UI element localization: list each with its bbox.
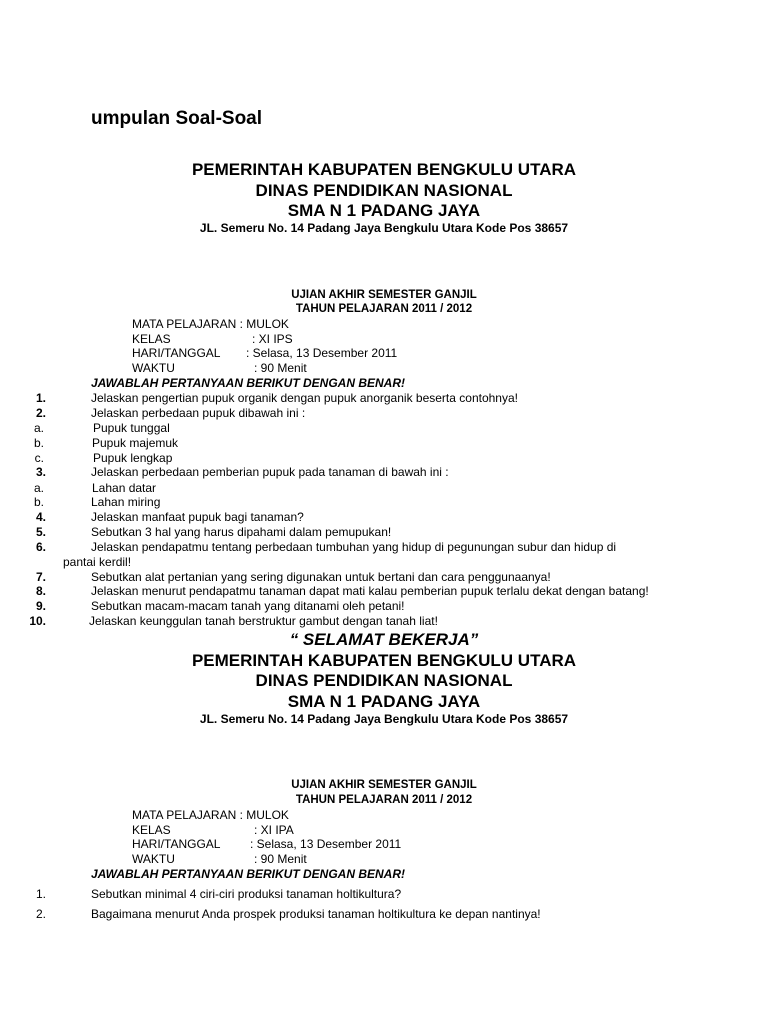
exam2-year: TAHUN PELAJARAN 2011 / 2012 — [295, 794, 473, 806]
exam2-meta-time: WAKTU : 90 Menit — [132, 852, 307, 866]
exam2-title: UJIAN AKHIR SEMESTER GANJIL — [291, 779, 477, 791]
exam2-meta-class: KELAS : XI IPA — [132, 823, 294, 837]
header1-department: DINAS PENDIDIKAN NASIONAL — [255, 181, 513, 200]
exam1-year: TAHUN PELAJARAN 2011 / 2012 — [295, 303, 473, 315]
exam1-instruction: JAWABLAH PERTANYAAN BERIKUT DENGAN BENAR! — [91, 376, 406, 390]
header2-government: PEMERINTAH KABUPATEN BENGKULU UTARA — [191, 651, 577, 670]
header1-government: PEMERINTAH KABUPATEN BENGKULU UTARA — [191, 160, 577, 179]
header2-address: JL. Semeru No. 14 Padang Jaya Bengkulu Utara Kode Pos 38657 — [199, 712, 569, 726]
exam1-meta-date: HARI/TANGGAL : Selasa, 13 Desember 2011 — [132, 346, 398, 360]
exam1-title: UJIAN AKHIR SEMESTER GANJIL — [291, 289, 477, 301]
exam1-meta-subject: MATA PELAJARAN : MULOK — [132, 317, 289, 331]
exam2-meta-date: HARI/TANGGAL : Selasa, 13 Desember 2011 — [132, 837, 402, 851]
document-title: umpulan Soal-Soal — [91, 108, 263, 129]
exam2-meta-subject: MATA PELAJARAN : MULOK — [132, 808, 289, 822]
exam1-meta-class: KELAS : XI IPS — [132, 332, 293, 346]
exam2-instruction: JAWABLAH PERTANYAAN BERIKUT DENGAN BENAR! — [91, 867, 406, 881]
header1-address: JL. Semeru No. 14 Padang Jaya Bengkulu Utara Kode Pos 38657 — [199, 221, 569, 235]
header2-school: SMA N 1 PADANG JAYA — [287, 692, 481, 711]
closing-slogan: “ SELAMAT BEKERJA” — [289, 630, 479, 649]
header1-school: SMA N 1 PADANG JAYA — [287, 201, 481, 220]
exam1-meta-time: WAKTU : 90 Menit — [132, 361, 307, 375]
header2-department: DINAS PENDIDIKAN NASIONAL — [255, 671, 513, 690]
